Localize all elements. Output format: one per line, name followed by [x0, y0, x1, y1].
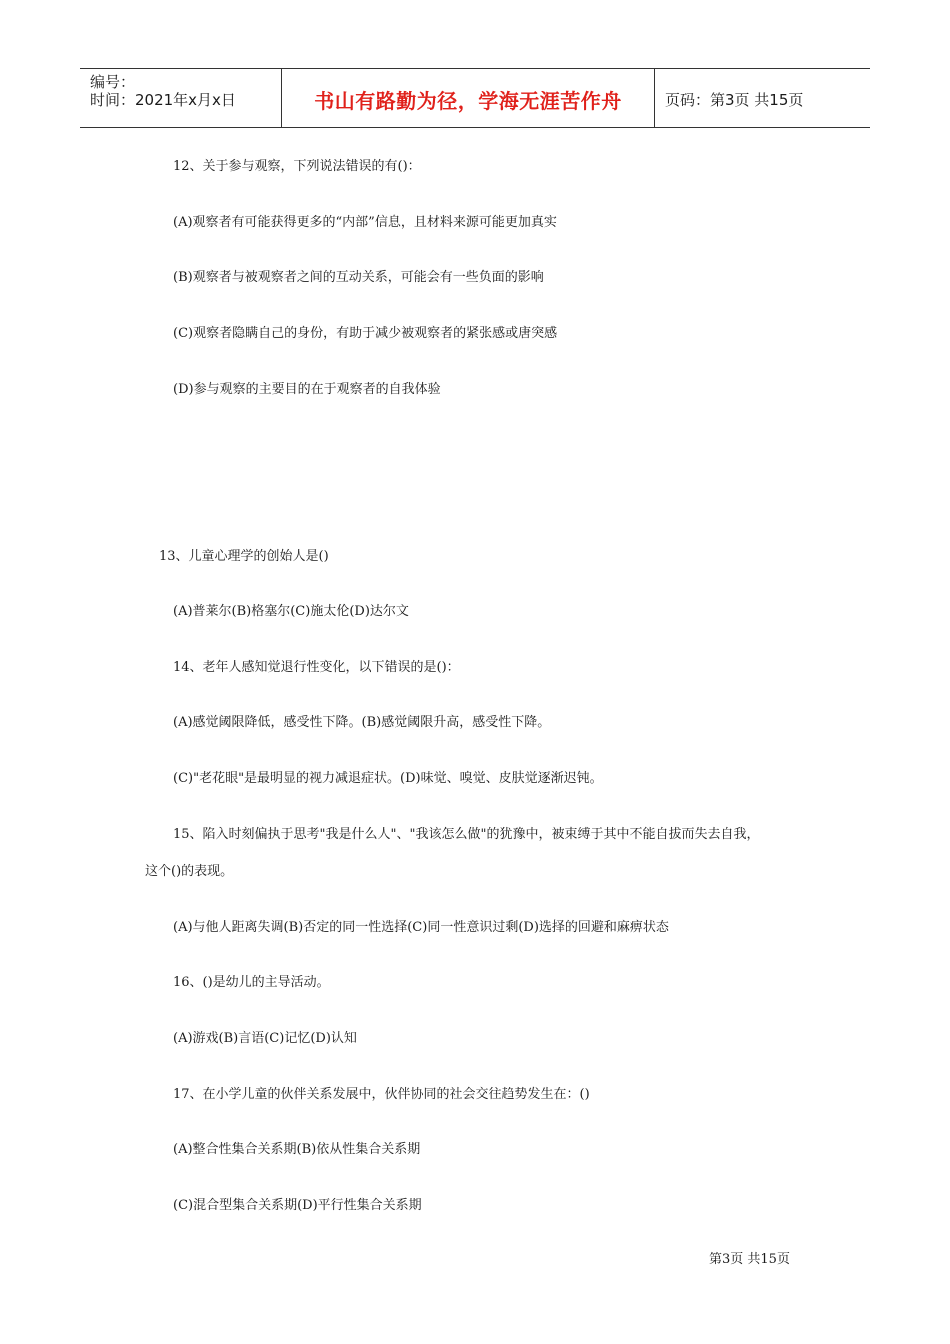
options-16: (A)游戏(B)言语(C)记忆(D)认知	[173, 1031, 357, 1046]
header-motto-cell	[282, 69, 655, 128]
option-12-d: (D)参与观察的主要目的在于观察者的自我体验	[173, 382, 441, 397]
options-17-cd: (C)混合型集合关系期(D)平行性集合关系期	[173, 1198, 422, 1213]
page-footer: 第3页 共15页	[709, 1252, 790, 1267]
option-12-c: (C)观察者隐瞒自己的身份，有助于减少被观察者的紧张感或唐突感	[173, 326, 558, 341]
question-12: 12、关于参与观察，下列说法错误的有()：	[173, 159, 421, 174]
question-15: 15、陷入时刻偏执于思考"我是什么人"、"我该怎么做"的犹豫中，被束缚于其中不能自拔而失去自我，	[173, 827, 760, 842]
options-17-ab: (A)整合性集合关系期(B)依从性集合关系期	[173, 1142, 421, 1157]
question-13: 13、儿童心理学的创始人是()	[159, 549, 329, 564]
header-motto: 书山有路勤为径，学海无涯苦作舟	[314, 89, 622, 113]
header-page-info: 页码：第3页 共15页	[665, 91, 804, 109]
document-number-label: 编号：	[90, 73, 136, 91]
option-12-a: (A)观察者有可能获得更多的“内部”信息，且材料来源可能更加真实	[173, 215, 557, 230]
option-12-b: (B)观察者与被观察者之间的互动关系，可能会有一些负面的影响	[173, 270, 544, 285]
options-13: (A)普莱尔(B)格塞尔(C)施太伦(D)达尔文	[173, 604, 409, 619]
document-date: 时间：2021年x月x日	[90, 91, 236, 109]
options-14-cd: (C)"老花眼"是最明显的视力减退症状。(D)味觉、嗅觉、皮肤觉逐渐迟钝。	[173, 771, 603, 786]
header-page-cell	[655, 69, 870, 128]
question-17: 17、在小学儿童的伙伴关系发展中，伙伴协同的社会交往趋势发生在：()	[173, 1087, 590, 1102]
question-14: 14、老年人感知觉退行性变化，以下错误的是()：	[173, 660, 460, 675]
header-meta-cell	[80, 69, 282, 128]
options-14-ab: (A)感觉阈限降低，感受性下降。(B)感觉阈限升高，感受性下降。	[173, 715, 551, 730]
page-header	[80, 68, 870, 128]
question-15-continued: 这个()的表现。	[145, 864, 234, 879]
question-16: 16、()是幼儿的主导活动。	[173, 975, 330, 990]
options-15: (A)与他人距离失调(B)否定的同一性选择(C)同一性意识过剩(D)选择的回避和麻痹状态	[173, 920, 669, 935]
